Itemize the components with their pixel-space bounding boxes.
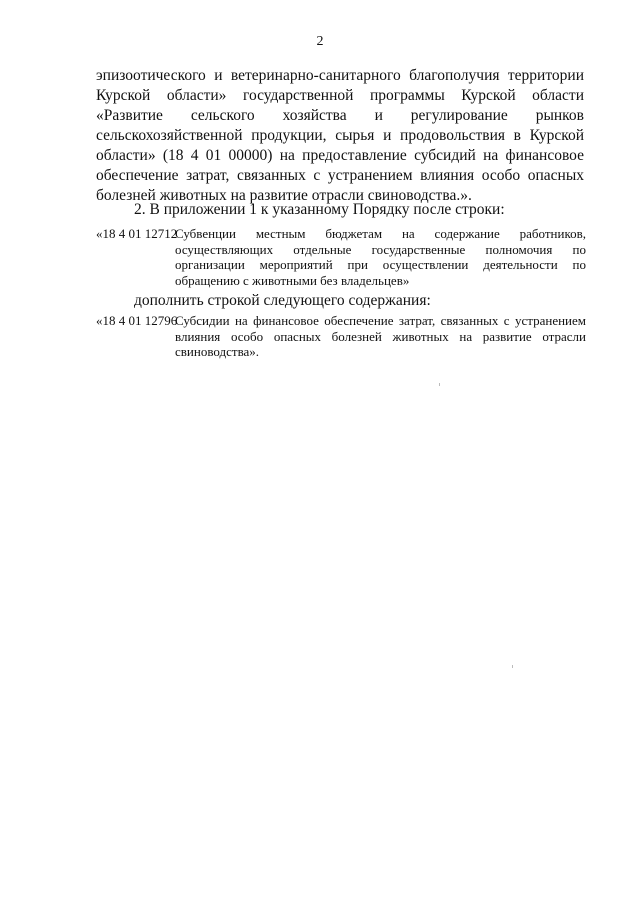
budget-code: «18 4 01 12796 xyxy=(96,313,178,328)
budget-code-description: Субсидии на финансовое обеспечение затрат, связанных с устранением влияния особо опасных болезней животных на развитие отрасли свиноводства». xyxy=(175,313,586,359)
budget-code-description: Субвенции местным бюджетам на содержание работников, осуществляющих отдельные государственные полномочия по организации мероприятий при осуществлении деятельности по обращению с животными без владельцев» xyxy=(175,226,586,288)
budget-code-row-new xyxy=(96,313,586,361)
paragraph-continuation: эпизоотического и ветеринарно-санитарного благополучия территории Курской области» государственной программы Курской области «Развитие сельского хозяйства и регулирование рынков сельскохозяйственной продукции, сырья и продовольствия в Курской области» (18 4 01 00000) на предоставление субсидий на финансовое обеспечение затрат, связанных с устранением влияния особо опасных болезней животных на развитие отрасли свиноводства.». xyxy=(96,67,584,204)
scan-speck xyxy=(439,383,440,386)
scan-speck xyxy=(512,665,513,668)
budget-code: «18 4 01 12712 xyxy=(96,226,178,241)
paragraph-amendment-2: 2. В приложении 1 к указанному Порядку после строки: xyxy=(134,201,505,218)
page-number: 2 xyxy=(316,34,324,49)
budget-code-row-existing xyxy=(96,226,586,288)
paragraph-add-row: дополнить строкой следующего содержания: xyxy=(134,292,431,309)
